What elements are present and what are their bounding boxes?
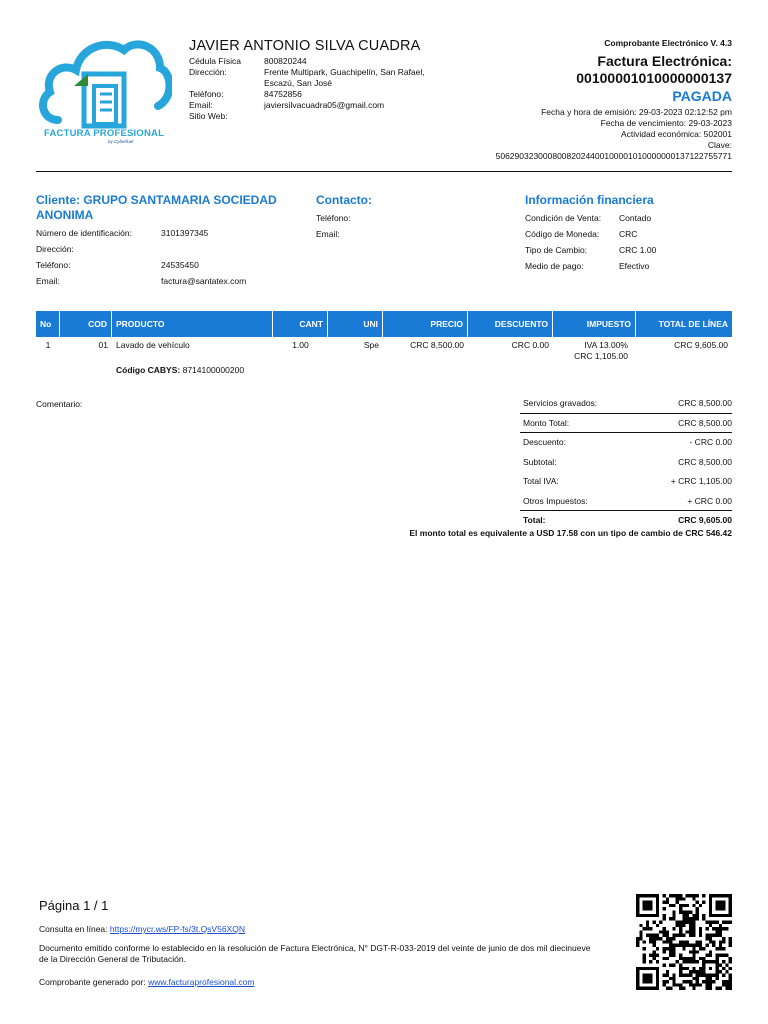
client-title: Cliente: GRUPO SANTAMARIA SOCIEDAD ANONIMA xyxy=(36,193,277,222)
qr-code xyxy=(636,894,732,990)
column-header: UNI xyxy=(328,311,383,337)
issuer-email: javiersilvacuadra05@gmail.com xyxy=(264,100,385,110)
item-tax-rate: IVA 13.00% xyxy=(584,340,628,350)
client-section xyxy=(36,193,306,289)
issuer-label: Cédula Física xyxy=(189,56,241,66)
totals-value: CRC 8,500.00 xyxy=(678,456,732,467)
item-number: 1 xyxy=(45,340,51,350)
client-address xyxy=(161,241,306,257)
financial-label: Código de Moneda: xyxy=(525,229,600,239)
logo-text: FACTURA PROFESIONAL xyxy=(44,128,165,139)
column-header: PRECIO xyxy=(383,311,468,337)
invoice-key: 50629032300080082024400100001010000000137122755771 xyxy=(495,151,732,161)
totals-row xyxy=(520,472,732,492)
item-tax xyxy=(553,340,636,362)
table-row xyxy=(36,340,732,362)
company-logo xyxy=(36,34,172,146)
online-consult-link[interactable]: https://mycr.ws/FP-fs/3t.QsV56XQN xyxy=(109,924,245,934)
invoice-number: 00100001010000000137 xyxy=(576,70,732,86)
contact-email xyxy=(376,226,496,242)
item-price: CRC 8,500.00 xyxy=(410,340,464,350)
currency-code: CRC xyxy=(619,229,638,239)
item-discount: CRC 0.00 xyxy=(511,340,549,350)
grand-total-value: CRC 9,605.00 xyxy=(678,515,732,525)
totals-label: Descuento: xyxy=(523,437,566,447)
page-number: Página 1 / 1 xyxy=(39,898,109,913)
client-id: 3101397345 xyxy=(161,228,209,238)
totals-row xyxy=(520,453,732,473)
column-header: TOTAL DE LÍNEA xyxy=(658,319,728,329)
issuer-phone: 84752856 xyxy=(264,89,302,99)
item-line-total: CRC 9,605.00 xyxy=(674,340,728,350)
item-code: 01 xyxy=(98,340,108,350)
item-quantity: 1.00 xyxy=(292,340,309,350)
emission-date: Fecha y hora de emisión: 29-03-2023 02:12:52 pm xyxy=(541,107,732,117)
issuer-name: JAVIER ANTONIO SILVA CUADRA xyxy=(189,38,421,54)
column-header: COD xyxy=(60,311,112,337)
due-date: Fecha de vencimiento: 29-03-2023 xyxy=(600,118,732,128)
column-header: No xyxy=(36,311,60,337)
invoice-meta xyxy=(432,38,732,162)
financial-title: Información financiera xyxy=(525,193,654,207)
totals-row xyxy=(520,394,732,414)
client-label: Teléfono: xyxy=(36,260,71,270)
qr-code-icon xyxy=(636,894,732,990)
column-header: DESCUENTO xyxy=(468,311,553,337)
contact-title: Contacto: xyxy=(316,193,372,207)
contact-section xyxy=(316,193,496,242)
item-unit: Spe xyxy=(363,340,379,350)
payment-status: PAGADA xyxy=(672,88,732,104)
totals-label: Monto Total: xyxy=(523,417,570,428)
financial-section xyxy=(525,193,735,274)
exchange-rate: CRC 1.00 xyxy=(619,245,657,255)
totals-value: - CRC 0.00 xyxy=(689,437,732,447)
contact-label: Email: xyxy=(316,229,340,239)
totals-section xyxy=(520,394,732,531)
cabys-label: Código CABYS: xyxy=(116,365,181,375)
column-header: IMPUESTO xyxy=(553,311,636,337)
issuer-label: Teléfono: xyxy=(189,89,224,99)
financial-label: Condición de Venta: xyxy=(525,213,602,223)
issuer-address: Frente Multipark, Guachipelín, San Rafael, Escazú, San José xyxy=(264,67,425,88)
cabys-code xyxy=(116,365,244,375)
totals-value: + CRC 1,105.00 xyxy=(670,476,732,486)
key-label: Clave: xyxy=(707,140,732,150)
totals-value: + CRC 0.00 xyxy=(687,495,732,506)
totals-label: Total: xyxy=(523,515,546,525)
contact-label: Teléfono: xyxy=(316,213,351,223)
issuer-id: 800820244 xyxy=(264,56,307,66)
financial-label: Medio de pago: xyxy=(525,261,584,271)
generated-by xyxy=(39,977,254,987)
client-label: Email: xyxy=(36,276,60,286)
usd-equivalent-note: El monto total es equivalente a USD 17.58 con un tipo de cambio de CRC 546.42 xyxy=(409,528,732,538)
online-consult xyxy=(39,924,245,934)
column-header: PRODUCTO xyxy=(112,311,273,337)
totals-label: Otros Impuestos: xyxy=(523,495,588,506)
issuer-details xyxy=(189,56,449,122)
receipt-version: Comprobante Electrónico V. 4.3 xyxy=(604,38,732,48)
sale-condition: Contado xyxy=(619,213,652,223)
client-label: Número de identificación: xyxy=(36,228,132,238)
comment-label: Comentario: xyxy=(36,399,83,409)
client-email: factura@santatex.com xyxy=(161,276,247,286)
cloud-document-icon xyxy=(36,34,172,134)
client-label: Dirección: xyxy=(36,244,74,254)
issuer-label: Sitio Web: xyxy=(189,111,228,121)
issuer-website xyxy=(264,111,449,122)
totals-row xyxy=(520,414,732,434)
financial-label: Tipo de Cambio: xyxy=(525,245,588,255)
contact-phone xyxy=(376,210,496,226)
item-product: Lavado de vehículo xyxy=(116,340,190,350)
economic-activity: Actividad económica: 502001 xyxy=(620,129,732,139)
cabys-value: 8714100000200 xyxy=(182,365,245,375)
client-phone: 24535450 xyxy=(161,260,199,270)
generated-by-label: Comprobante generado por: xyxy=(39,977,149,987)
totals-label: Servicios gravados: xyxy=(523,398,598,408)
issuer-label: Email: xyxy=(189,100,213,110)
totals-row xyxy=(520,433,732,453)
totals-value: CRC 8,500.00 xyxy=(678,398,732,408)
generated-by-link[interactable]: www.facturaprofesional.com xyxy=(148,977,255,987)
legal-note: Documento emitido conforme lo establecido en la resolución de Factura Electrónica, N° DGT-R-033-2019 del veinte de junio de dos mil diecinueve de la Dirección General de Tributación. xyxy=(39,943,591,964)
items-table-header xyxy=(36,311,732,337)
column-header: CANT xyxy=(273,311,328,337)
logo-subtext: by Cyberfuel xyxy=(108,139,134,144)
issuer-label: Dirección: xyxy=(189,67,227,77)
payment-method: Efectivo xyxy=(619,261,650,271)
totals-row xyxy=(520,492,732,512)
online-consult-label: Consulta en línea: xyxy=(39,924,110,934)
totals-value: CRC 8,500.00 xyxy=(678,417,732,428)
header-divider xyxy=(36,171,732,172)
document-type: Factura Electrónica: xyxy=(597,53,732,69)
totals-label: Subtotal: xyxy=(523,456,557,467)
totals-label: Total IVA: xyxy=(523,476,559,486)
item-tax-amount: CRC 1,105.00 xyxy=(574,351,628,361)
